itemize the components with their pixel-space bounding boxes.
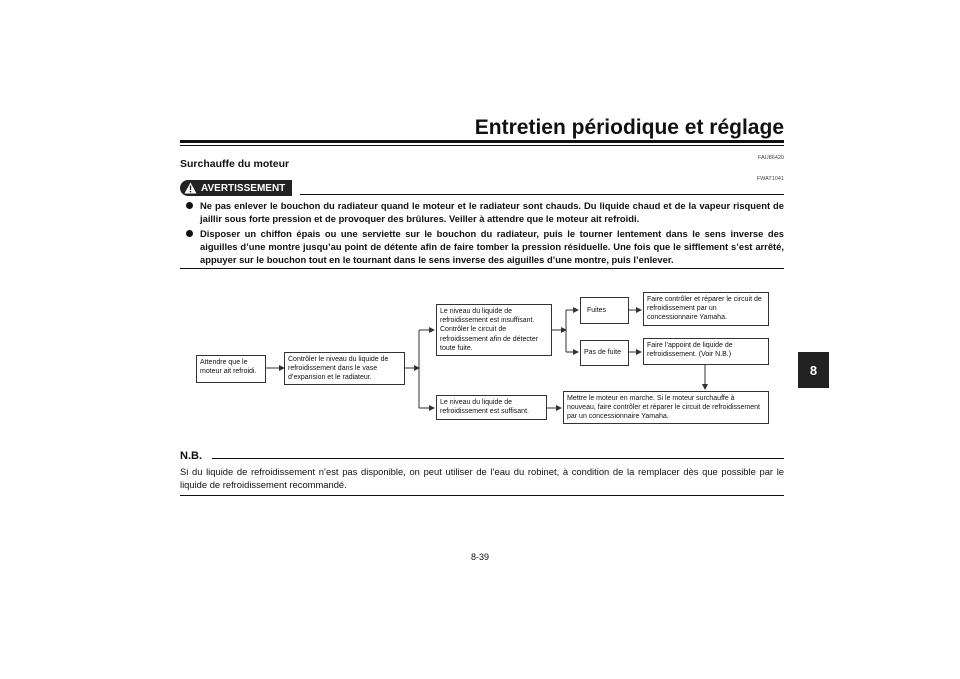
flow-box-insufficient: Le niveau du liquide de refroidissement est insuffisant. Contrôler le circuit de refroidissement afin de détecter toute fuite. <box>436 304 552 356</box>
page-header-title: Entretien périodique et réglage <box>474 116 784 139</box>
note-text: Si du liquide de refroidissement n’est pas disponible, on peut utiliser de l’eau du robinet, à condition de la remplacer dès que possible par le liquide de refroidissement recommandé. <box>180 466 784 490</box>
flow-box-repair: Faire contrôler et réparer le circuit de refroidissement par un concessionnaire Yamaha. <box>643 292 769 326</box>
flow-box-topup: Faire l’appoint de liquide de refroidissement. (Voir N.B.) <box>643 338 769 365</box>
flow-box-leaks: Fuites <box>580 297 629 324</box>
flow-box-check: Contrôler le niveau du liquide de refroidissement dans le vase d’expansion et le radiateur. <box>284 352 405 385</box>
note-rule <box>212 458 784 459</box>
flow-box-restart: Mettre le moteur en marche. Si le moteur surchauffe à nouveau, faire contrôler et réparer le circuit de refroidissement par un concessionnaire Yamaha. <box>563 391 769 424</box>
note-end-rule <box>180 495 784 496</box>
warning-label: AVERTISSEMENT <box>201 182 286 194</box>
warning-item-text: Disposer un chiffon épais ou une serviette sur le bouchon du radiateur, puis le tourner lentement dans le sens inverse des aiguilles d’une montre jusqu’au point de détente afin de faire tomber la pression résiduelle. Une fois que le sifflement s’est arrêté, appuyer sur le bouchon tout en le tournant dans le sens inverse des aiguilles d’une montre, puis l’enlever. <box>200 227 784 266</box>
section-title: Surchauffe du moteur <box>180 158 290 170</box>
warning-code: FWAT1041 <box>756 176 784 182</box>
page-number: 8-39 <box>470 552 489 562</box>
section-code: FAU86420 <box>758 155 784 161</box>
chapter-tab: 8 <box>798 352 829 388</box>
note-title: N.B. <box>180 450 202 462</box>
flow-box-no-leak: Pas de fuite <box>580 340 629 366</box>
warning-item-text: Ne pas enlever le bouchon du radiateur quand le moteur et le radiateur sont chauds. Du liquide chaud et de la vapeur risquent de jaillir sous forte pression et de provoquer des brûlures. Veiller à attendre que le moteur ait refroidi. <box>200 200 784 225</box>
flow-box-wait: Attendre que le moteur ait refroidi. <box>196 355 266 383</box>
flow-box-sufficient: Le niveau du liquide de refroidissement est suffisant. <box>436 395 547 420</box>
